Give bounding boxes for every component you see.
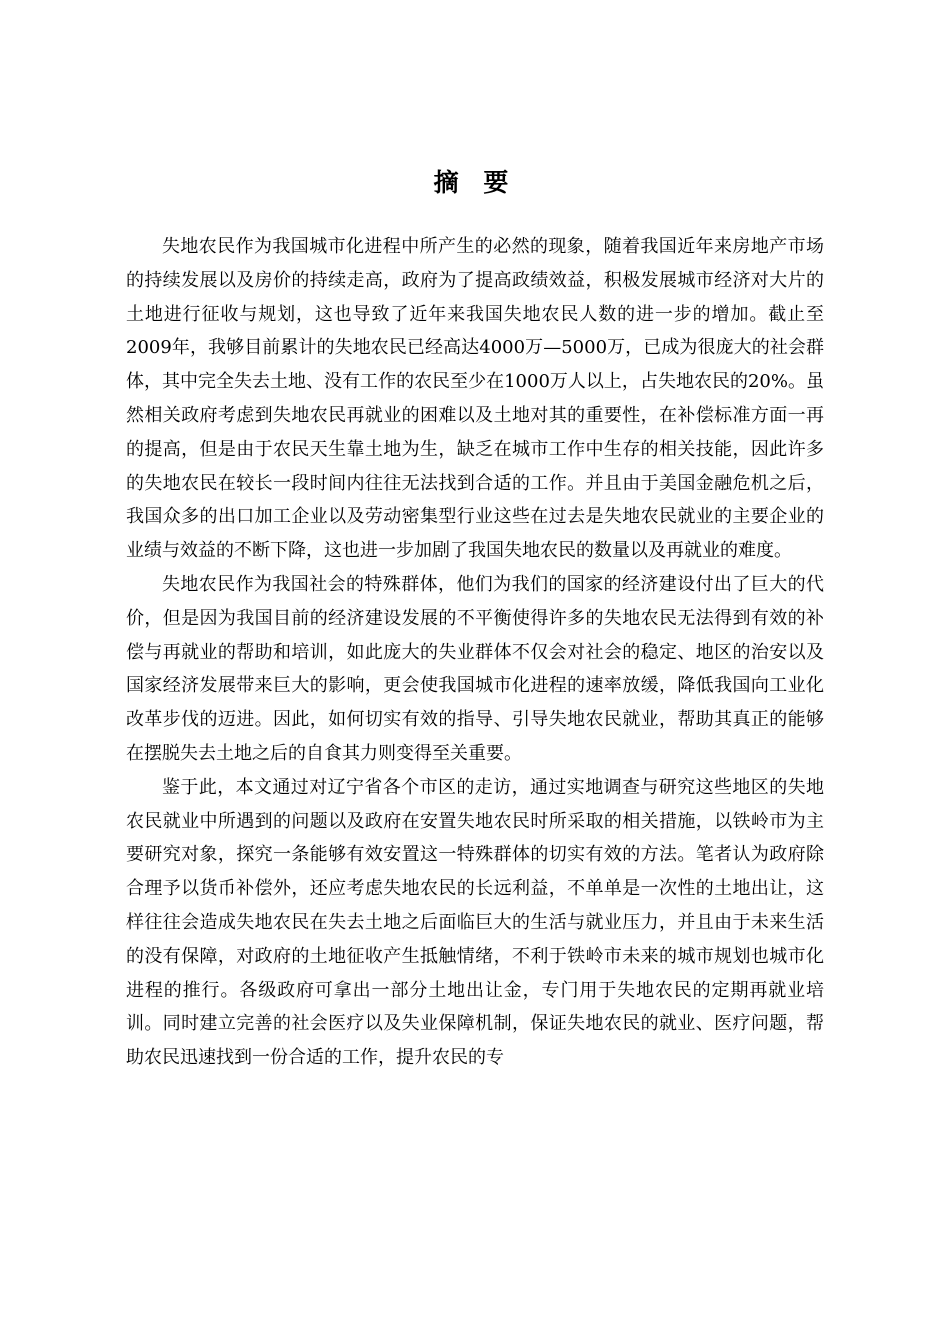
paragraph-2: 失地农民作为我国社会的特殊群体，他们为我们的国家的经济建设付出了巨大的代价，但是因为我国目前的经济建设发展的不平衡使得许多的失地农民无法得到有效的补偿与再就业的帮助和培训，如此庞大的失业群体不仅会对社会的稳定、地区的治安以及国家经济发展带来巨大的影响，更会使我国城市化进程的速率放缓，降低我国向工业化改革步伐的迈进。因此，如何切实有效的指导、引导失地农民就业，帮助其真正的能够在摆脱失去土地之后的自食其力则变得至关重要。 [126, 573, 824, 764]
abstract-body [126, 230, 824, 1075]
paragraph-1: 失地农民作为我国城市化进程中所产生的必然的现象，随着我国近年来房地产市场的持续发展以及房价的持续走高，政府为了提高政绩效益，积极发展城市经济对大片的土地进行征收与规划，这也导致了近年来我国失地农民人数的进一步的增加。截止至2009年，我够目前累计的失地农民已经高达4000万—5000万，已成为很庞大的社会群体，其中完全失去土地、没有工作的农民至少在1000万人以上，占失地农民的20%。虽然相关政府考虑到失地农民再就业的困难以及土地对其的重要性，在补偿标准方面一再的提高，但是由于农民天生靠土地为生，缺乏在城市工作中生存的相关技能，因此许多的失地农民在较长一段时间内往往无法找到合适的工作。并且由于美国金融危机之后，我国众多的出口加工企业以及劳动密集型行业这些在过去是失地农民就业的主要企业的业绩与效益的不断下降，这也进一步加剧了我国失地农民的数量以及再就业的难度。 [126, 236, 824, 562]
paragraph-3: 鉴于此，本文通过对辽宁省各个市区的走访，通过实地调查与研究这些地区的失地农民就业中所遇到的问题以及政府在安置失地农民时所采取的相关措施，以铁岭市为主要研究对象，探究一条能够有效安置这一特殊群体的切实有效的方法。笔者认为政府除合理予以货币补偿外，还应考虑失地农民的长远利益，不单单是一次性的土地出让，这样往往会造成失地农民在失去土地之后面临巨大的生活与就业压力，并且由于未来生活的没有保障，对政府的土地征收产生抵触情绪，不利于铁岭市未来的城市规划也城市化进程的推行。各级政府可拿出一部分土地出让金，专门用于失地农民的定期再就业培训。同时建立完善的社会医疗以及失业保障机制，保证失地农民的就业、医疗问题，帮助农民迅速找到一份合适的工作，提升农民的专 [126, 776, 824, 1069]
page-title: 摘 要 [433, 168, 517, 197]
